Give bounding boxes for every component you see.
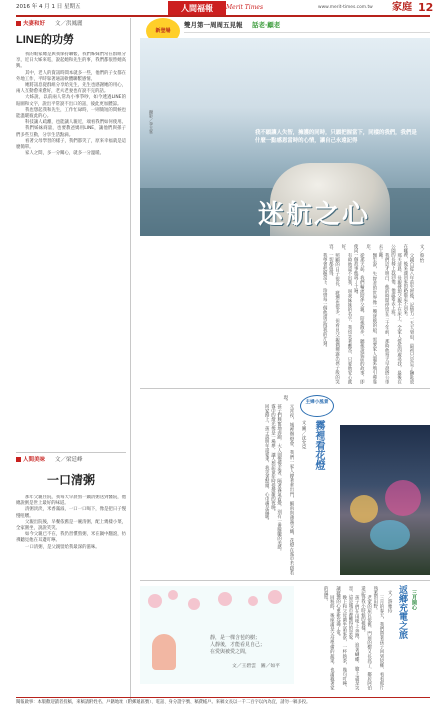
paragraph: 父親出院後，早餐依舊是一碗清粥，配上幾樣小菜，全家圍坐，說說笑笑。: [16, 519, 126, 532]
article-author: 文／洪鳳麗: [55, 21, 83, 27]
square-bullet-icon: [16, 457, 21, 462]
article-body: [16, 495, 126, 695]
header-rule: [16, 15, 430, 17]
paragraph: 科技讓人疏離，也能讓人親近，端看我們如何使用。: [25, 120, 126, 126]
paragraph: 清粥淡淡，米香滿溢，一口一口喝下，像是把日子慢慢咀嚼。: [16, 507, 126, 519]
paragraph: 一口清粥，是父親留給我最深的滋味。: [25, 544, 100, 550]
paragraph: 回家路上，孩子說明年還要來，我笑著點頭，心中滿是溫暖。: [264, 404, 270, 523]
paragraph: 大姊說，以前兩人常為小事爭吵，如今透過LINE的貼圖和文字，說出平常說不出口的話，彼此更加體諒。: [16, 95, 126, 107]
paragraph: 孩子們在田埂上奔跑，追著蝴蝶，臉上盡是笑容，這是城市裡難得的景象。: [347, 586, 360, 690]
paragraph: 那年父親住院，我每天早晨熬一鍋清粥送到醫院，他總說粥是世上最好的味道。: [16, 495, 126, 507]
paragraph: 我學會把握當下，珍惜每一個他還記得我的片刻。: [322, 253, 328, 350]
page-header: [0, 0, 440, 18]
paragraph: 醫生說，失智者的世界像一艘迷航的船，需要家人溫柔地引導靠岸。: [365, 244, 377, 384]
paragraph: 我也想起我和先生，工作忙碌時，一則簡短的問候也能溫暖彼此的心。: [16, 107, 126, 120]
lantern-photo: [340, 425, 430, 575]
section-divider: [16, 452, 126, 453]
page-footer: 閱報啟事：本版歡迎讀者投稿，來稿請附姓名、戶籍地址（附郵遞區號）、電話、身分證字號、稿費帳戶。來稿文長以一千二百字以內為宜，請勿一稿多投。: [16, 697, 430, 707]
left-article-1: [16, 20, 126, 422]
column-divider: [130, 18, 131, 700]
hero-title: 迷航之心: [258, 200, 371, 230]
paragraph: 看著父母學習的樣子，我們都笑了，原來幸福就是這麼簡單。: [16, 138, 126, 151]
left-article-2: [16, 456, 126, 695]
article-author: 文／蔡怡: [419, 244, 424, 263]
website-url[interactable]: www.merit-times.com.tw: [318, 5, 373, 10]
lower-article-body: [300, 586, 384, 690]
article-title: 霧裡看花燈: [313, 420, 324, 470]
blossom-icon: [148, 594, 162, 608]
main-article-body: [142, 244, 414, 384]
paragraph: 父親自從八年前失智後，記憶力一天天衰退，最初只是忘了鑰匙放在哪裡，後來連回家的路都走不回來。: [402, 244, 414, 384]
article-author: 文‧圖／沈允克: [301, 420, 306, 450]
article-author: 文／游雅玲: [387, 590, 392, 613]
issue-date: 2016 年 4 月 1 日 星期五: [16, 4, 81, 10]
paragraph: 照顧的日子很長，疲憊也很多，但看見父親偶爾露出孩子般的笑容，一切都值得。: [328, 244, 340, 384]
photo-caption: 攝影／李玉峯: [149, 110, 154, 134]
paragraph: 如今父親已不在，我仍習慣熬粥，米在鍋中翻滾，彷彿聽見他在耳邊叮嚀。: [16, 532, 126, 544]
column-name: 話老‧顧老: [252, 21, 281, 29]
section-tag-label: 夫妻和好: [23, 21, 46, 27]
paragraph: 我的娘家總是與我保持聯繫，我們姊妹們常在群組分享，近日大姊來電，說起她和先生的事，我們都很替她高興。: [16, 52, 126, 70]
banner-rule: [184, 32, 430, 33]
new-column-badge: 新登場: [146, 18, 180, 44]
paragraph: 家人之間，多一分關心，就多一分溫暖。: [25, 151, 105, 157]
section-divider: [140, 580, 430, 581]
column-schedule: 雙月第一周周五見報: [184, 21, 243, 29]
paragraph: 元宵夜，城裡辦燈會，我們一家人撐著傘出門，細雨與薄霧交織，花燈在霧中若隱若現。: [282, 395, 294, 575]
paragraph: 我們姊妹商量，也要教爸媽用LINE，讓他們與孫子們多些互動，分享生活點滴。: [16, 126, 126, 138]
section-tag: [16, 20, 126, 29]
section-divider: [140, 388, 430, 389]
section-tag-label: 人間美味: [23, 457, 46, 463]
lantern-glow: [370, 520, 410, 550]
column-badge: 主婦小風景: [300, 395, 334, 417]
fog-article-body: [142, 395, 294, 575]
paragraph: 回程時，後座滿是父母準備的蔬果，也滿載著家的溫度。: [323, 586, 335, 690]
paragraph: 孩子們興奮地奔跑，大人則慢慢走著，隔著霧氣看燈，別有一番朦朧的美感。: [276, 404, 282, 554]
article-title: LINE的功勞: [16, 34, 75, 46]
article-title: 返鄉充電之旅: [397, 585, 407, 639]
paragraph: 我們這才明白，他的時間停留在三十年前，那時他每天早晨搭公車去工廠。: [377, 244, 390, 384]
paragraph: 霧中的燈光像是一場夢，讓人想起童年時提燈籠的夜晚。: [270, 404, 276, 514]
paragraph: 有時他認不出我，叫我妹妹的名字，我也笑著應答，只要他安心就好。: [340, 244, 352, 384]
poem-text: [210, 635, 265, 656]
page-number: 12: [418, 1, 434, 14]
paragraph: 其中，老人的資訊時間本就多一些，他們的子女都在外地工作，平時靠著通訊軟體聯繫感情。: [16, 70, 126, 82]
newspaper-logo: 人間福報: [168, 1, 226, 15]
newspaper-logo-en: Merit Times: [226, 4, 264, 11]
poem-line: 人靜後，才能看見自己；: [210, 642, 266, 648]
paragraph: 晚上和父母圍坐話家常，一杯熱茶，幾句叮嚀，讓疲憊的心重新充滿了電。: [335, 586, 347, 690]
paragraph: 老家的屋瓦依舊，門前的樹又長高了，鄰居阿伯還記得我小時候的模樣。: [360, 586, 372, 690]
column-badge: 三月開心: [411, 590, 417, 610]
section-tag: [16, 456, 126, 465]
blossom-icon: [168, 590, 178, 600]
poem-line: 靜，是一棵含苞的樹；: [210, 635, 261, 641]
section-name: 家庭: [392, 2, 412, 13]
article-title: 一口清粥: [46, 473, 95, 487]
paragraph: 她將訊息從群組分享給先生，先生也感謝她的用心，兩人互動愈來愈好，老夫老妻也有說不完的話。: [16, 83, 126, 95]
meditating-figure: [152, 634, 176, 670]
blossom-icon: [248, 596, 258, 606]
poem-author: 文／王碧雲 圖／如平: [232, 664, 280, 669]
lantern-glow: [385, 480, 421, 516]
paragraph: 三月的春天，我們帶著孩子回到故鄉，看看那片熟悉的田野。: [372, 586, 384, 690]
article-author: 文／梁廷峰: [55, 457, 83, 463]
poem-line: 在愛與被愛之間，: [210, 649, 251, 655]
lantern-glow: [350, 495, 378, 523]
article-body: [16, 52, 126, 422]
hero-pull-quote: 我不願讓人失智，擁護的同時，只願把握當下，同樣的我們，我們是什麼一點感恩當時的心情，讓自己永遠記得: [255, 130, 417, 144]
paragraph: 那天清晨，母親發現父親不在床上，全家人慌張四處尋找，最後在公園的長椅上找到他，他說要去上班。: [390, 244, 402, 384]
blossom-icon: [218, 592, 232, 606]
paragraph: 從那天起，我們輪流陪伴父親，陪他散步、聽他說從前的故事，即使同一個故事他說了十遍。: [353, 244, 365, 384]
blossom-icon: [268, 590, 282, 604]
blossom-icon: [188, 598, 200, 610]
square-bullet-icon: [16, 21, 21, 26]
